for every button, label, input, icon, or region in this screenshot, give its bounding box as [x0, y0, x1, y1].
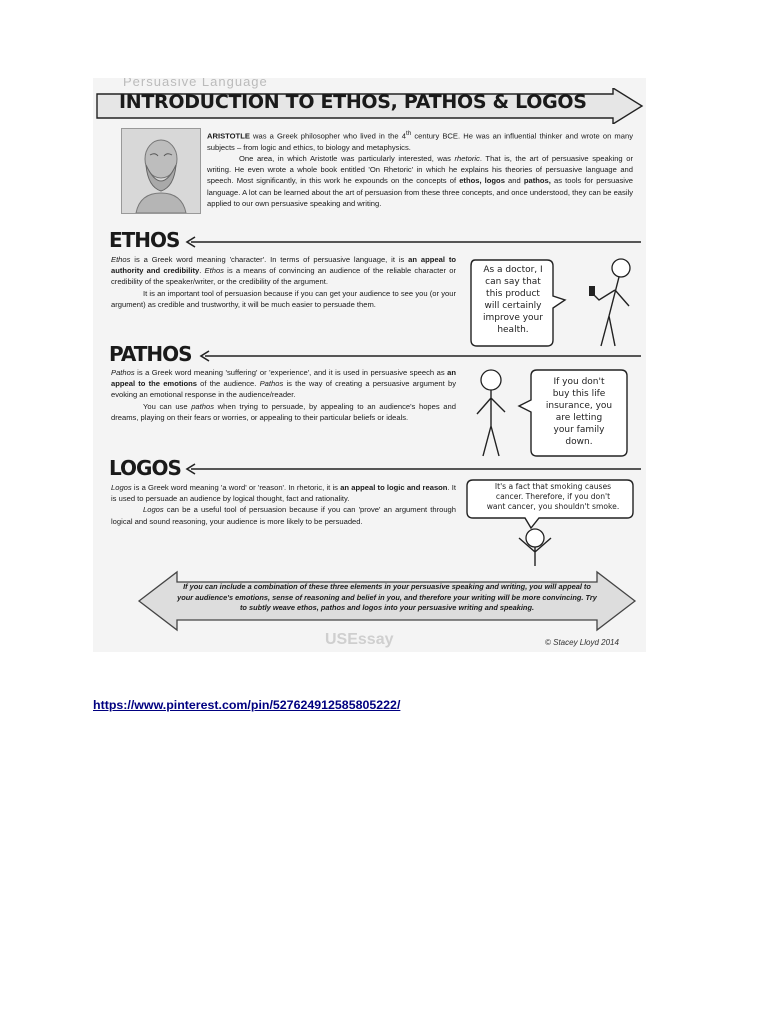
ethos-text-1: is a Greek word meaning 'character'. In terms of persuasive language, it is	[130, 255, 409, 264]
pathos-bubble-line: If you don't	[553, 377, 605, 387]
logos-bubble-line: want cancer, you shouldn't smoke.	[486, 502, 620, 511]
infographic-poster	[93, 78, 646, 652]
ethos-figure-head-icon	[612, 259, 630, 277]
bust-icon	[122, 129, 200, 213]
poster-title: INTRODUCTION TO ETHOS, PATHOS & LOGOS	[119, 91, 587, 113]
logos-paragraph-2	[111, 504, 456, 526]
pathos-bubble-line: your family	[553, 425, 605, 435]
pathos-term-3: pathos	[191, 401, 215, 411]
ethos-term-2: Ethos	[204, 266, 224, 276]
logos-term: Logos	[111, 483, 132, 492]
ethos-speech-bubble	[473, 264, 553, 336]
logos-figure-head-icon	[526, 529, 544, 547]
intro-text-1b: century BCE. He was an influential thinker and wrote on many subjects – from logic and ethics, to biology and metaphysics.	[207, 131, 633, 152]
intro-text-2b: . That is, the art of persuasive speaking or writing. He even wrote a whole book entitled 'On Rhetoric' in which he explains his theories of persuasive language and speech. Most significantly, in this work he expounds on the concepts of	[207, 153, 633, 186]
pathos-paragraph-2	[111, 401, 456, 423]
intro-and: and	[504, 176, 524, 186]
aristotle-name: ARISTOTLE	[207, 131, 250, 141]
ethos-bold: an appeal to authority and credibility	[111, 255, 456, 276]
author-credit: © Stacey Lloyd 2014	[545, 638, 619, 647]
intro-text-2c: as tools for persuasive language. A lot can be learned about the art of persuasion from these three concepts, and once understood, they can be easily applied to our own persuasive speaking and writing.	[207, 176, 633, 208]
ethos-text	[111, 254, 456, 310]
ethos-term: Ethos	[111, 255, 131, 264]
pathos-text-1: is a Greek word meaning 'suffering' or 'experience', and it is used in persuasive speech as	[134, 368, 448, 377]
logos-bold: an appeal to logic and reason	[340, 483, 448, 492]
ethos-bubble-line: can say that	[485, 277, 541, 287]
ethos-text-3: is a means of convincing an audience of the reliable character or credibility of the speaker/writer, or the credibility of the argument.	[111, 266, 456, 287]
pathos-term-2: Pathos	[259, 379, 284, 389]
pathos-text-2: of the audience.	[196, 379, 260, 389]
logos-bubble-line: cancer. Therefore, if you don't	[495, 492, 611, 501]
ethos-paragraph-2: It is an important tool of persuasion because if you can get your audience to see you (or your argument) as credible and trustworthy, it will be much easier to persuade them.	[111, 288, 456, 309]
intro-rhetoric: rhetoric	[454, 153, 480, 163]
pathos-bubble-line: insurance, you	[545, 401, 613, 411]
ethos-bubble-line: improve your	[483, 313, 543, 323]
intro-text-1a: was a Greek philosopher who lived in the 4	[249, 131, 406, 141]
pathos-text-3: is the way of creating a persuasive argument by evoking an emotional response in the audience/reader.	[111, 379, 456, 400]
ethos-bubble-line: health.	[497, 325, 529, 335]
intro-ethos-logos: ethos, logos	[459, 176, 505, 186]
logos-text-2: . It is used to persuade an audience by logical thought, fact and rationality.	[111, 483, 456, 504]
pathos-bold: an appeal to the emotions	[111, 368, 456, 389]
ethos-bubble-line: will certainly	[484, 301, 542, 311]
footer-summary: If you can include a combination of these three elements in your persuasive speaking and writing, you will appeal to your audience's emotions, sense of reasoning and belief in you, and therefore your writing will be more convincing. Try to subtly weave ethos, pathos and logos into your persuasive writing and speaking.	[177, 582, 597, 612]
logos-text-1: is a Greek word meaning 'a word' or 'reason'. In rhetoric, it is	[131, 483, 341, 492]
logos-text	[111, 482, 456, 527]
intro-paragraph	[207, 128, 633, 209]
ethos-heading: ETHOS	[109, 228, 180, 252]
watermark: USEssay	[325, 631, 394, 648]
pathos-text-5: when trying to persuade, by appealing to an audience's hopes and dreams, playing on their fears or worries, or appealing to their particular beliefs or ideals.	[111, 401, 456, 422]
pathos-speech-bubble	[533, 376, 625, 448]
ethos-bubble-line: As a doctor, I	[483, 265, 543, 275]
logos-heading: LOGOS	[109, 456, 181, 480]
faded-heading: Persuasive Language	[123, 78, 268, 89]
pathos-bubble-line: are letting	[555, 413, 603, 423]
pathos-heading: PATHOS	[109, 342, 192, 366]
pathos-text	[111, 367, 456, 423]
pathos-heading-arrow	[197, 349, 643, 363]
ethos-text-2: .	[199, 266, 205, 276]
ethos-bubble-line: this product	[486, 289, 540, 299]
pathos-figure-head-icon	[481, 370, 501, 390]
logos-bubble-line: It's a fact that smoking causes	[494, 482, 612, 491]
ethos-heading-arrow	[183, 235, 643, 249]
pathos-bubble-line: down.	[565, 437, 593, 447]
logos-term-2: Logos	[143, 505, 164, 515]
pathos-term: Pathos	[111, 368, 135, 377]
logos-text-3: can be a useful tool of persuasion because if you can 'prove' an argument through logical and sound reasoning, your audience is more likely to be persuaded.	[111, 505, 456, 526]
intro-sup: th	[405, 130, 412, 137]
logos-speech-bubble	[469, 482, 637, 512]
aristotle-portrait	[121, 128, 201, 214]
pathos-bubble-line: buy this life	[552, 389, 606, 399]
intro-text-2a: One area, in which Aristotle was particularly interested, was	[239, 153, 455, 163]
logos-heading-arrow	[183, 462, 643, 476]
intro-pathos: pathos,	[523, 176, 551, 186]
pinterest-link[interactable]: https://www.pinterest.com/pin/527624912585805222/	[93, 698, 401, 712]
pathos-text-4: You can use	[143, 401, 192, 411]
